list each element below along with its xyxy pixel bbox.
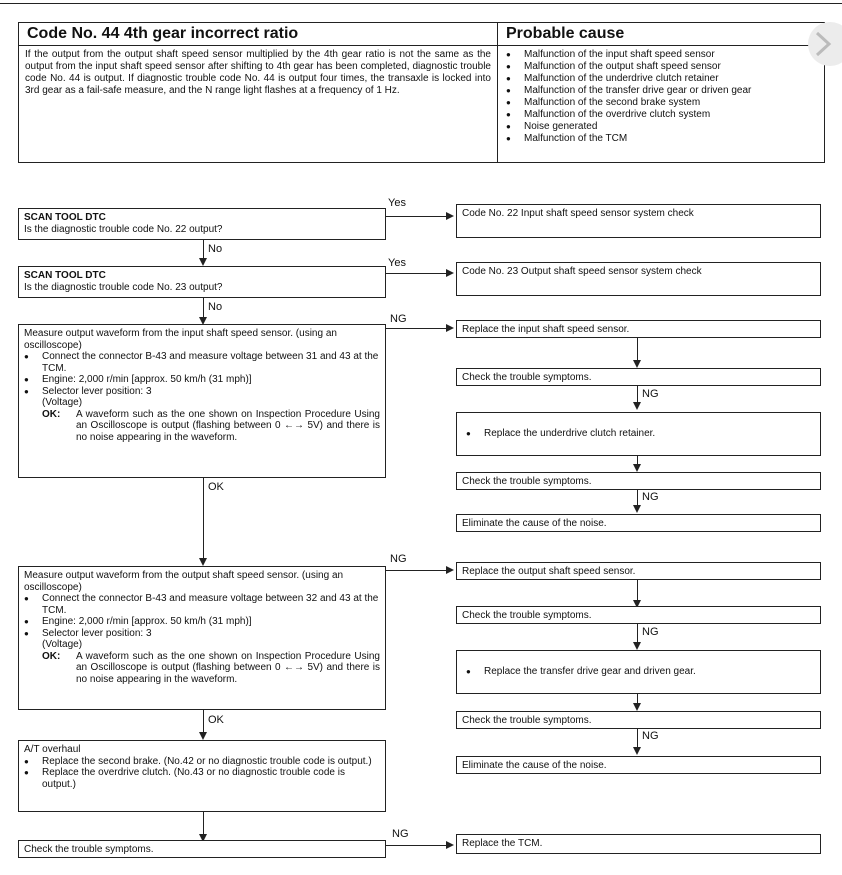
measure-step: ● Connect the connector B-43 and measure voltage between 32 and 43 at the TCM. [24, 593, 380, 616]
step-text: Code No. 22 Input shaft speed sensor system check [462, 208, 694, 219]
overhaul-step: ● Replace the second brake. (No.42 or no diagnostic trouble code is output.) [24, 756, 380, 768]
arrow-down [633, 505, 641, 513]
flow-line [637, 338, 638, 362]
ng-label: NG [642, 491, 659, 503]
arrow-right [446, 212, 454, 220]
chevron-right-icon [814, 31, 832, 57]
step-text: Eliminate the cause of the noise. [462, 518, 607, 529]
scan-tool-dtc-22-box [18, 208, 386, 240]
ng-label: NG [392, 828, 409, 840]
ok-criterion-label: OK: [42, 408, 61, 420]
measure-intro: Measure output waveform from the output shaft speed sensor. (using an oscilloscope) [24, 570, 344, 593]
replace-underdrive-box [456, 412, 821, 456]
arrow-down [199, 258, 207, 266]
cause-item: ● Malfunction of the overdrive clutch system [506, 109, 818, 121]
cause-item: ● Malfunction of the output shaft speed sensor [506, 61, 818, 73]
cause-item: ● Malfunction of the input shaft speed sensor [506, 49, 818, 61]
ng-connector [386, 570, 448, 571]
step-text: Check the trouble symptoms. [462, 715, 592, 726]
measure-intro: Measure output waveform from the input shaft speed sensor. (using an oscilloscope) [24, 328, 337, 351]
yes-connector [386, 216, 448, 217]
yes-connector [386, 273, 448, 274]
measure-step: ● Engine: 2,000 r/min [approx. 50 km/h (31 mph)] [24, 374, 380, 386]
ng-label: NG [390, 553, 407, 565]
measure-output-sensor-box [18, 566, 386, 710]
step-text: Code No. 23 Output shaft speed sensor system check [462, 266, 702, 277]
code-description [18, 45, 498, 163]
step-text: ● Replace the transfer drive gear and driven gear. [466, 666, 696, 678]
ng-label: NG [642, 388, 659, 400]
eliminate-noise-box [456, 756, 821, 774]
code-23-check-box [456, 262, 821, 296]
step-text: Replace the input shaft speed sensor. [462, 324, 630, 335]
ok-label: OK [208, 714, 224, 726]
ng-connector [386, 845, 448, 846]
arrow-right [446, 841, 454, 849]
ok-criterion-text: A waveform such as the one shown on Inspection Procedure Using an Oscilloscope is output (flashing between 0 ←→ 5V) and there is no noise appearing in the waveform. [76, 408, 380, 443]
overhaul-step: ● Replace the overdrive clutch. (No.43 or no diagnostic trouble code is output.) [24, 767, 380, 790]
no-label: No [208, 243, 223, 255]
scan-title: SCAN TOOL DTC [24, 270, 106, 281]
measure-step: ● Engine: 2,000 r/min [approx. 50 km/h (31 mph)] [24, 616, 380, 628]
top-rule [0, 3, 842, 4]
step-text: Check the trouble symptoms. [462, 372, 592, 383]
step-text: Eliminate the cause of the noise. [462, 760, 607, 771]
ok-label: OK [208, 481, 224, 493]
flow-line [203, 240, 204, 260]
overhaul-title: A/T overhaul [24, 744, 81, 755]
probable-cause-header: Probable cause [497, 22, 825, 46]
flow-line [637, 580, 638, 602]
arrow-down [199, 558, 207, 566]
arrow-right [446, 566, 454, 574]
replace-tcm-box [456, 834, 821, 854]
replace-transfer-gear-box [456, 650, 821, 694]
arrow-down [633, 402, 641, 410]
ok-criterion-label: OK: [42, 650, 61, 662]
ng-label: NG [642, 626, 659, 638]
replace-output-sensor-box [456, 562, 821, 580]
flow-line [637, 729, 638, 749]
cause-item: ● Malfunction of the TCM [506, 133, 818, 145]
arrow-right [446, 324, 454, 332]
cause-item: ● Malfunction of the transfer drive gear or driven gear [506, 85, 818, 97]
flow-line [203, 478, 204, 560]
description-text: If the output from the output shaft speed sensor multiplied by the 4th gear ratio is not the same as the output from the input shaft speed sensor after shifting to 4th gear has been completed, diagnostic trouble code No. 44 is output. If diagnostic trouble code No. 44 is output four times, the transaxle is locked into 3rd gear as a fail-safe measure, and the N range light flashes at a frequency of 1 Hz. [25, 49, 491, 96]
check-symptoms-box [456, 606, 821, 624]
check-symptoms-box [456, 711, 821, 729]
arrow-down [633, 642, 641, 650]
cause-list [497, 45, 825, 163]
measure-step: ● Connect the connector B-43 and measure voltage between 31 and 43 at the TCM. [24, 351, 380, 374]
measure-sub: (Voltage) [42, 397, 83, 408]
cause-item: ● Malfunction of the underdrive clutch retainer [506, 73, 818, 85]
final-check-box [18, 840, 386, 858]
eliminate-noise-box [456, 514, 821, 532]
measure-input-sensor-box [18, 324, 386, 478]
arrow-down [633, 703, 641, 711]
scan-question: Is the diagnostic trouble code No. 22 output? [24, 223, 223, 235]
final-check-text: Check the trouble symptoms. [24, 844, 154, 855]
measure-sub: (Voltage) [42, 639, 83, 650]
cause-item: ● Malfunction of the second brake system [506, 97, 818, 109]
flow-line [203, 298, 204, 319]
ng-label: NG [642, 730, 659, 742]
flow-line [203, 710, 204, 734]
yes-label: Yes [388, 257, 406, 269]
scan-tool-dtc-23-box [18, 266, 386, 298]
measure-step: ● Selector lever position: 3 [24, 628, 380, 640]
scan-title: SCAN TOOL DTC [24, 212, 106, 223]
flow-line [203, 812, 204, 836]
scan-question: Is the diagnostic trouble code No. 23 output? [24, 281, 223, 293]
measure-step: ● Selector lever position: 3 [24, 386, 380, 398]
arrow-down [633, 747, 641, 755]
step-text: Check the trouble symptoms. [462, 476, 592, 487]
at-overhaul-box [18, 740, 386, 812]
check-symptoms-box [456, 368, 821, 386]
ok-criterion-text: A waveform such as the one shown on Inspection Procedure Using an Oscilloscope is output (flashing between 0 ←→ 5V) and there is no noise appearing in the waveform. [76, 650, 380, 685]
yes-label: Yes [388, 197, 406, 209]
step-text: Replace the output shaft speed sensor. [462, 566, 636, 577]
ng-label: NG [390, 313, 407, 325]
code-title: Code No. 44 4th gear incorrect ratio [18, 22, 498, 46]
arrow-down [633, 464, 641, 472]
no-label: No [208, 301, 223, 313]
arrow-down [199, 732, 207, 740]
arrow-down [633, 360, 641, 368]
ng-connector [386, 328, 448, 329]
cause-item: ● Noise generated [506, 121, 818, 133]
code-22-check-box [456, 204, 821, 238]
arrow-right [446, 269, 454, 277]
step-text: Check the trouble symptoms. [462, 610, 592, 621]
step-text: Replace the TCM. [462, 838, 543, 849]
check-symptoms-box [456, 472, 821, 490]
step-text: ● Replace the underdrive clutch retainer. [466, 428, 655, 440]
replace-input-sensor-box [456, 320, 821, 338]
